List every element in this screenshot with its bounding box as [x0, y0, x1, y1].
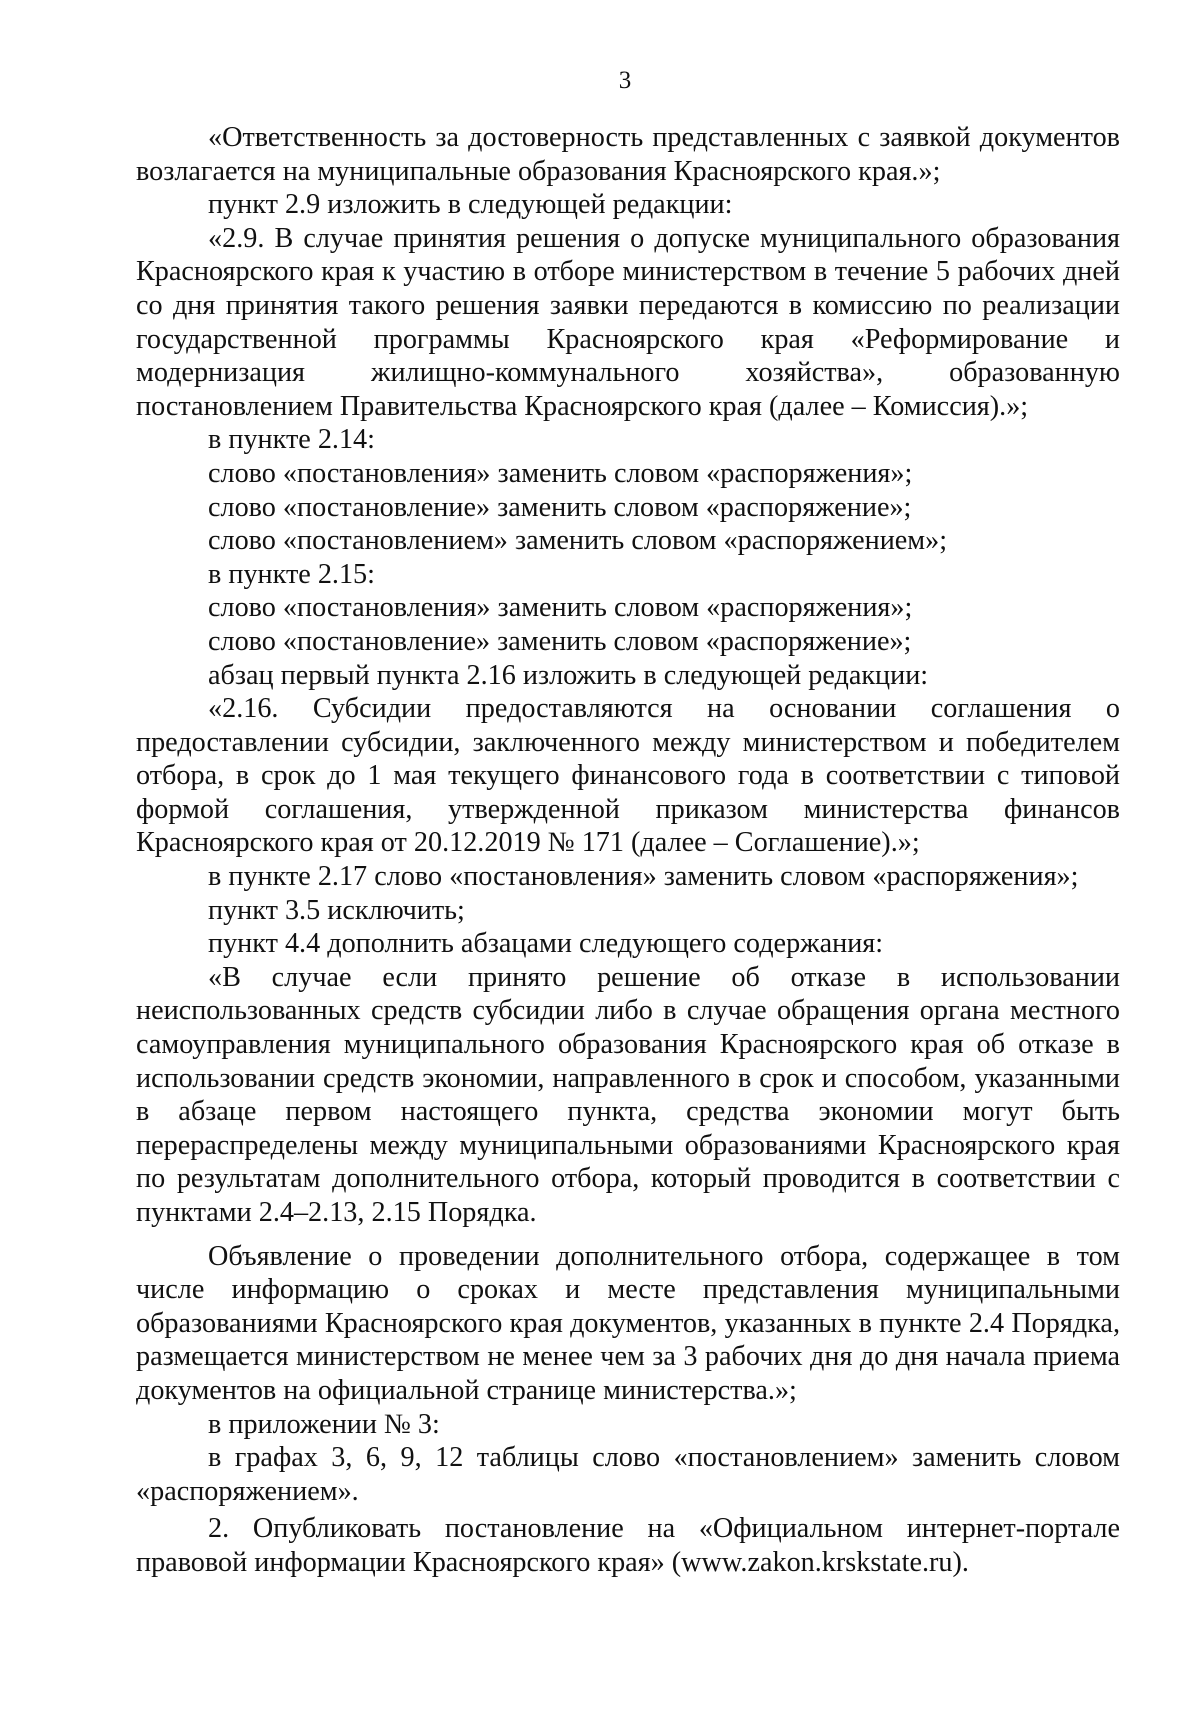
paragraph-item-3-5: пункт 3.5 исключить; — [208, 894, 465, 926]
paragraph-item-2-16-text: «2.16. Субсидии предоставляются на основании соглашения о предоставлении субсидии, заключенного между министерством и победителем отбора, в срок до 1 мая текущего финансового года в соответствии с типовой формой соглашения, утвержденной приказом министерства финансов Красноярского края от 20.12.2019 № 171 (далее – Соглашение).»; — [136, 693, 1120, 859]
paragraph-appendix-3-intro: в приложении № 3: — [208, 1408, 440, 1440]
paragraph-item-2-14-replace-3: слово «постановлением» заменить словом «распоряжением»; — [208, 525, 948, 557]
paragraph-appendix-3-text: в графах 3, 6, 9, 12 таблицы слово «постановлением» заменить словом «распоряжением». — [136, 1442, 1120, 1507]
paragraph-item-4-4-text-2: Объявление о проведении дополнительного отбора, содержащее в том числе информацию о сроках и месте представления муниципальными образованиями Красноярского края документов, указанных в пункте 2.4 Порядка, размещается министерством не менее чем за 3 рабочих дня до дня начала приема документов на официальной странице министерства.»; — [136, 1240, 1120, 1406]
paragraph-item-2-15-replace-2: слово «постановление» заменить словом «распоряжение»; — [208, 625, 912, 657]
paragraph-item-2-9-intro: пункт 2.9 изложить в следующей редакции: — [208, 189, 733, 221]
paragraph-item-2-14-intro: в пункте 2.14: — [208, 424, 375, 456]
paragraph-item-2-14-replace-2: слово «постановление» заменить словом «распоряжение»; — [208, 491, 912, 523]
paragraph-item-2-15-intro: в пункте 2.15: — [208, 558, 375, 590]
paragraph-publish: 2. Опубликовать постановление на «Официальном интернет-портале правовой информации Красноярского края» (www.zakon.krskstate.ru). — [136, 1513, 1120, 1578]
paragraph-item-2-9-text: «2.9. В случае принятия решения о допуске муниципального образования Красноярского края к участию в отборе министерством в течение 5 рабочих дней со дня принятия такого решения заявки передаются в комиссию по реализации государственной программы Красноярского края «Реформирование и модернизация жилищно-коммунального хозяйства», образованную постановлением Правительства Красноярского края (далее – Комиссия).»; — [136, 222, 1120, 422]
paragraph-item-4-4-text-1: «В случае если принято решение об отказе в использовании неиспользованных средств субсидии либо в случае обращения органа местного самоуправления муниципального образования Красноярского края об отказе в использовании средств экономии, направленного в срок и способом, указанными в абзаце первом настоящего пункта, средства экономии могут быть перераспределены между муниципальными образованиями Красноярского края по результатам дополнительного отбора, который проводится в соответствии с пунктами 2.4–2.13, 2.15 Порядка. — [136, 961, 1120, 1228]
paragraph-item-2-16-intro: абзац первый пункта 2.16 изложить в следующей редакции: — [208, 659, 929, 691]
page-number: 3 — [618, 67, 632, 94]
paragraph-item-4-4-intro: пункт 4.4 дополнить абзацами следующего содержания: — [208, 928, 884, 960]
document-body — [136, 121, 1120, 1580]
paragraph-item-2-14-replace-1: слово «постановления» заменить словом «распоряжения»; — [208, 457, 913, 489]
paragraph-item-2-17: в пункте 2.17 слово «постановления» заменить словом «распоряжения»; — [208, 861, 1079, 893]
paragraph-responsibility: «Ответственность за достоверность представленных с заявкой документов возлагается на муниципальные образования Красноярского края.»; — [136, 122, 1120, 187]
paragraph-item-2-15-replace-1: слово «постановления» заменить словом «распоряжения»; — [208, 592, 913, 624]
